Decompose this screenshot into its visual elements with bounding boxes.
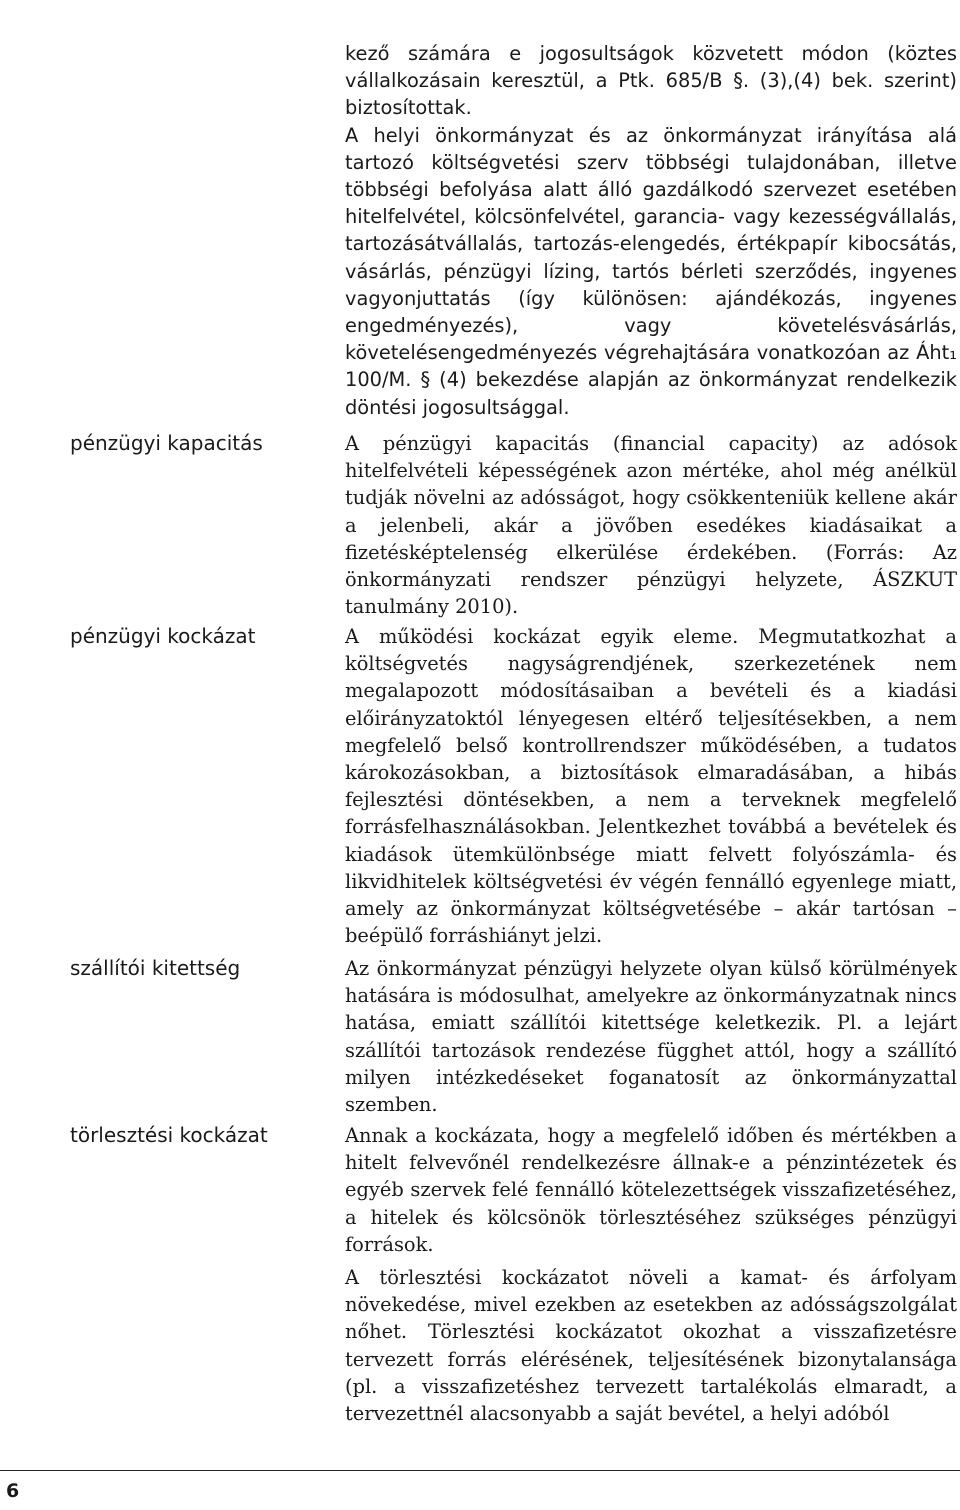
definition-paragraph: A törlesztési kockázatot növeli a kamat- és árfolyam növekedése, mivel ezekben az esetekben az adósságszolgálat nőhet. Törlesztési kockázatot okozhat a visszafizetésre tervezett forrás elérésének, teljesítésének bizonytalansága (pl. a visszafizetéshez tervezett tartalékolás elmaradt, a tervezettnél alacsonyabb a saját bevétel, a helyi adóból bbox=[345, 1266, 957, 1426]
definition-paragraph: Annak a kockázata, hogy a megfelelő időben és mértékben a hitelt felvevőnél rendelkezésre állnak-e a pénzintézetek és egyéb szervek felé fennálló kötelezettségek visszafizetéséhez, a hitelek és kölcsönök törlesztéséhez szükséges pénzügyi források. bbox=[345, 1124, 957, 1256]
definition-text bbox=[345, 430, 957, 620]
footer-divider bbox=[0, 1470, 960, 1471]
page-number: 6 bbox=[6, 1480, 20, 1502]
definition-text bbox=[345, 1122, 957, 1427]
definition-text bbox=[345, 40, 957, 421]
glossary-term: pénzügyi kapacitás bbox=[70, 431, 263, 455]
definition-text bbox=[345, 623, 957, 949]
glossary-term: törlesztési kockázat bbox=[70, 1123, 268, 1147]
definition-text bbox=[345, 955, 957, 1118]
definition-paragraph: kező számára e jogosultságok közvetett módon (köztes vállalkozásain keresztül, a Ptk. 685/B §. (3),(4) bek. szerint) biztosítottak. bbox=[345, 42, 957, 120]
definition-paragraph: A működési kockázat egyik eleme. Megmutatkozhat a költségvetés nagyságrendjének, szerkezetének nem megalapozott módosításaiban a bevételi és a kiadási előirányzatoktól lényegesen eltérő teljesítésekben, a nem megfelelő belső kontrollrendszer működésében, a tudatos károkozásokban, a biztosítások elmaradásában, a hibás fejlesztési döntésekben, a nem a terveknek megfelelő forrásfelhasználásokban. Jelentkezhet továbbá a bevételek és kiadások ütemkülönbsége miatt felvett folyószámla- és likvidhitelek költségvetési év végén fennálló egyenlege miatt, amely az önkormányzat költségvetésébe – akár tartósan – beépülő forráshiányt jelzi. bbox=[345, 625, 957, 948]
definition-paragraph: A helyi önkormányzat és az önkormányzat irányítása alá tartozó költségvetési szerv többségi tulajdonában, illetve többségi befolyása alatt álló gazdálkodó szervezet esetében hitelfelvétel, kölcsönfelvétel, garancia- vagy kezességvállalás, tartozásátvállalás, tartozás-elengedés, értékpapír kibocsátás, vásárlás, pénzügyi lízing, tartós bérleti szerződés, ingyenes vagyonjuttatás (így különösen: ajándékozás, ingyenes engedményezés), vagy követelésvásárlás, követelésengedményezés végrehajtására vonatkozóan az Áht₁ 100/M. § (4) bekezdése alapján az önkormányzat rendelkezik döntési jogosultsággal. bbox=[345, 123, 957, 419]
glossary-term: szállítói kitettség bbox=[70, 956, 241, 980]
definition-paragraph: A pénzügyi kapacitás (financial capacity) az adósok hitelfelvételi képességének azon mértéke, ahol még anélkül tudják növelni az adósságot, hogy csökkenteniük kellene akár a jelenbeli, akár a jövőben esedékes kiadásaikat a fizetésképtelenség elkerülése érdekében. (Forrás: Az önkormányzati rendszer pénzügyi helyzete, ÁSZKUT tanulmány 2010). bbox=[345, 432, 957, 619]
definition-paragraph: Az önkormányzat pénzügyi helyzete olyan külső körülmények hatására is módosulhat, amelyekre az önkormányzatnak nincs hatása, emiatt szállítói kitettsége keletkezik. Pl. a lejárt szállítói tartozások rendezése függhet attól, hogy a szállító milyen intézkedéseket foganatosít az önkormányzattal szemben. bbox=[345, 957, 957, 1117]
glossary-term: pénzügyi kockázat bbox=[70, 624, 256, 648]
